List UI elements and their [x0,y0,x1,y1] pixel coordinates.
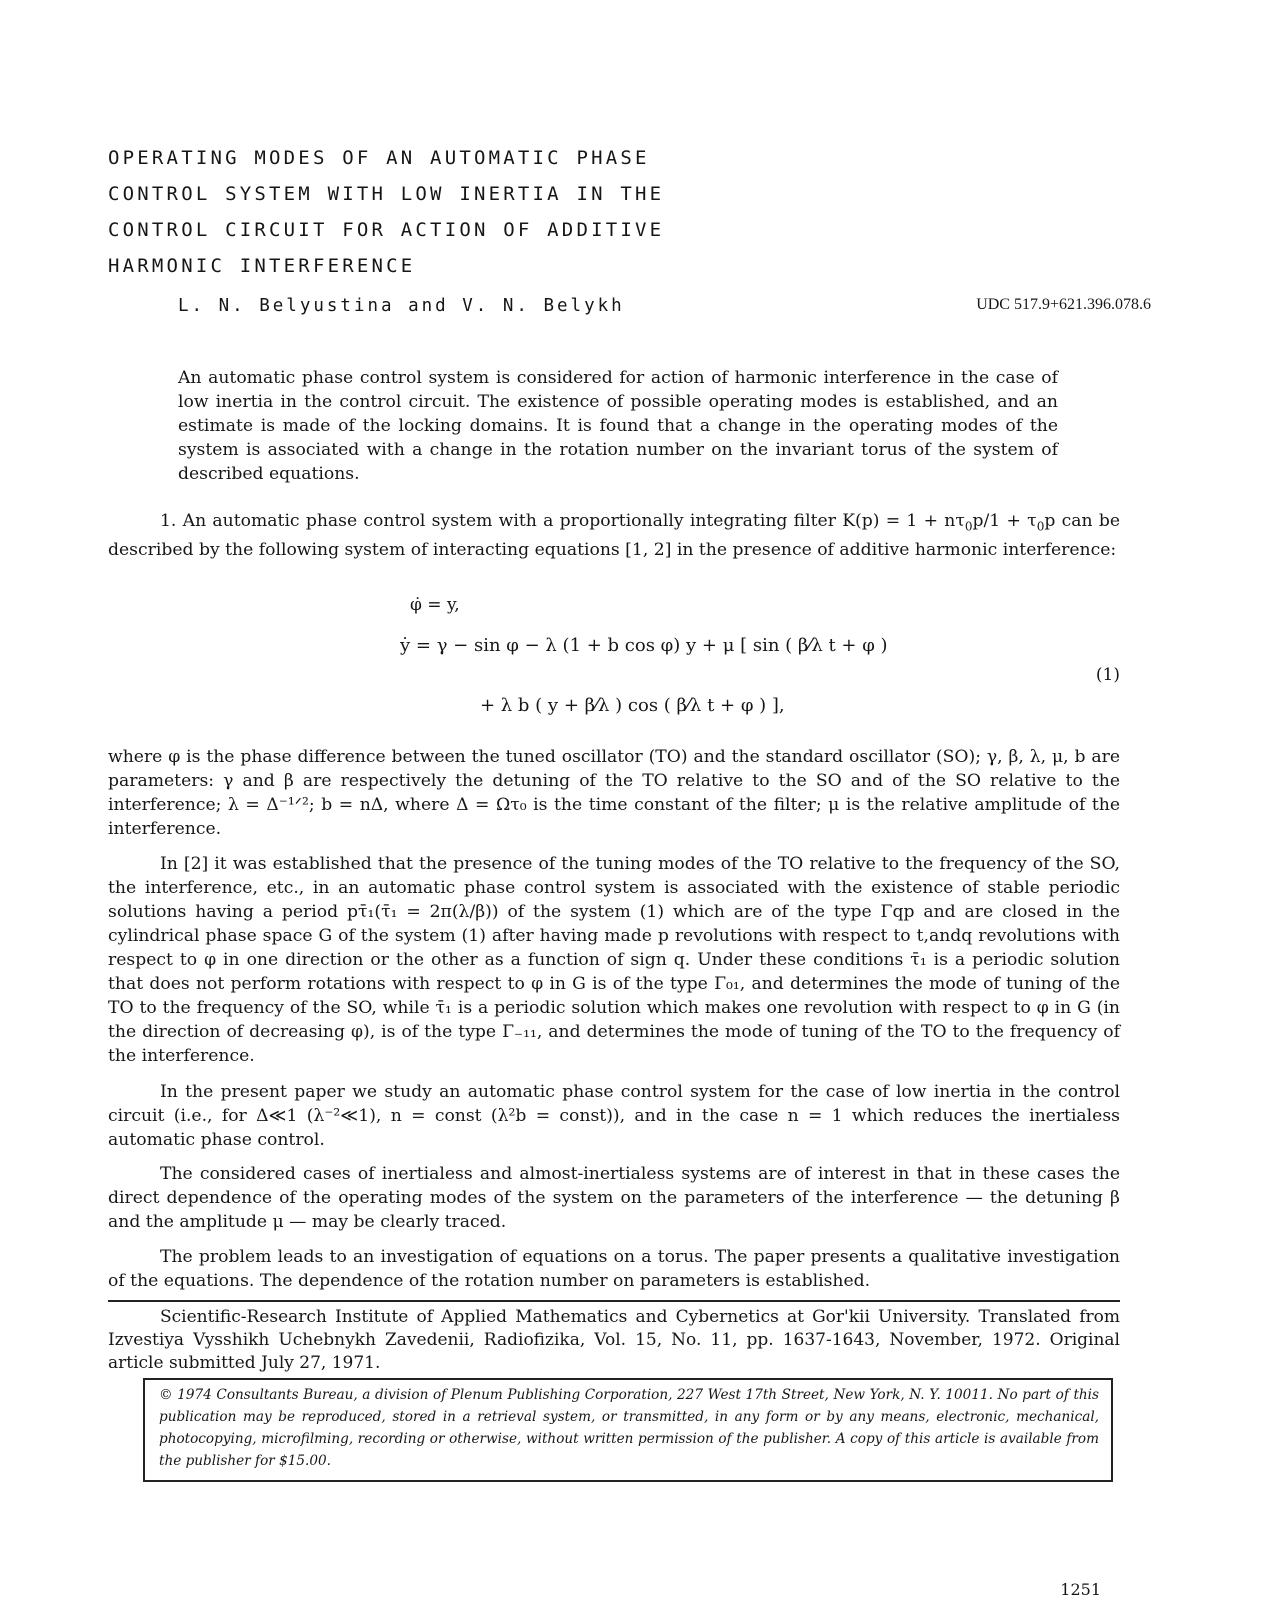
page-number: 1251 [1060,1580,1101,1599]
copyright-notice: © 1974 Consultants Bureau, a division of Plenum Publishing Corporation, 227 West 17th Street, New York, N. Y. 10011. No part of this publication may be reproduced, stored in a retrieval system, or transmitted, in any form or by any means, electronic, mechanical, photocopying, microfilming, recording or otherwise, without written permission of the publisher. A copy of this article is available from the publisher for $15.00. [143,1378,1113,1482]
footnote [108,1306,1120,1375]
udc-code: UDC 517.9+621.396.078.6 [976,296,1151,313]
equation-line: ẏ = γ − sin φ − λ (1 + b cos φ) y + μ [ sin ( β⁄λ t + φ ) [400,635,888,656]
subscript: 0 [964,519,973,534]
title-line: CONTROL SYSTEM WITH LOW INERTIA IN THE [108,183,665,205]
paragraph-where: where φ is the phase difference between the tuned oscillator (TO) and the standard oscillator (SO); γ, β, λ, μ, b are parameters: γ and β are respectively the detuning of the TO relative to the SO and of the SO relative to the interference; λ = Δ⁻¹ᐟ²; b = nΔ, where Δ = Ωτ₀ is the time constant of the filter; μ is the relative amplitude of the interference. [108,747,1120,839]
section-1-intro [108,509,1120,562]
intro-text-c: p can be described by the following system of interacting equations [1, 2] in the presence of additive harmonic interference: [108,511,1120,561]
intro-text-b: p/1 + τ [972,511,1037,531]
title-line: CONTROL CIRCUIT FOR ACTION OF ADDITIVE [108,219,665,241]
footnote-text: Scientific-Research Institute of Applied Mathematics and Cybernetics at Gor'kii University. Translated from Izvestiya Vysshikh Uchebnykh Zavedenii, Radiofizika, Vol. 15, No. 11, pp. 1637-1643, November, 1972. Original article submitted July 27, 1971. [108,1307,1120,1373]
equation-line: + λ b ( y + β⁄λ ) cos ( β⁄λ t + φ ) ], [480,695,785,716]
authors: L. N. Belyustina and V. N. Belykh [178,296,625,316]
title-line: HARMONIC INTERFERENCE [108,255,416,277]
article-title [108,140,748,284]
paragraph-considered-cases: The considered cases of inertialess and almost-inertialess systems are of interest in that in these cases the direct dependence of the operating modes of the system on the parameters of the interference — the detuning β and the amplitude μ — may be clearly traced. [108,1164,1120,1232]
paragraph-present-paper: In the present paper we study an automatic phase control system for the case of low inertia in the control circuit (i.e., for Δ≪1 (λ⁻²≪1), n = const (λ²b = const)), and in the case n = 1 which reduces the inertialess automatic phase control. [108,1082,1120,1150]
paragraph-problem: The problem leads to an investigation of equations on a torus. The paper presents a qualitative investigation of the equations. The dependence of the rotation number on parameters is established. [108,1247,1120,1291]
equation-line: φ̇ = y, [410,595,460,615]
footnote-divider [108,1300,1120,1302]
title-line: OPERATING MODES OF AN AUTOMATIC PHASE [108,147,650,169]
paragraph-in-2: In [2] it was established that the presence of the tuning modes of the TO relative to the frequency of the SO, the interference, etc., in an automatic phase control system is associated with the existence of stable periodic solutions having a period pτ̄₁(τ̄₁ = 2π(λ/β)) of the system (1) which are of the type Γqp and are closed in the cylindrical phase space G of the system (1) after having made p revolutions with respect to t,andq revolutions with respect to φ in one direction or the other as a function of sign q. Under these conditions τ̄₁ is a periodic solution that does not perform rotations with respect to φ in G is of the type Γ₀₁, and determines the mode of tuning of the TO to the frequency of the SO, while τ̄₁ is a periodic solution which makes one revolution with respect to φ in G (in the direction of decreasing φ), is of the type Γ₋₁₁, and determines the mode of tuning of the TO to the frequency of the interference. [108,854,1120,1066]
intro-text-a: 1. An automatic phase control system with a proportionally integrating filter K(p) = 1 + nτ [160,511,965,531]
abstract: An automatic phase control system is considered for action of harmonic interference in the case of low inertia in the control circuit. The existence of possible operating modes is established, and an estimate is made of the locking domains. It is found that a change in the operating modes of the system is associated with a change in the rotation number on the invariant torus of the system of described equations. [178,368,1058,484]
subscript: 0 [1036,519,1045,534]
equation-number: (1) [1095,665,1120,685]
equation-1 [400,595,1120,743]
